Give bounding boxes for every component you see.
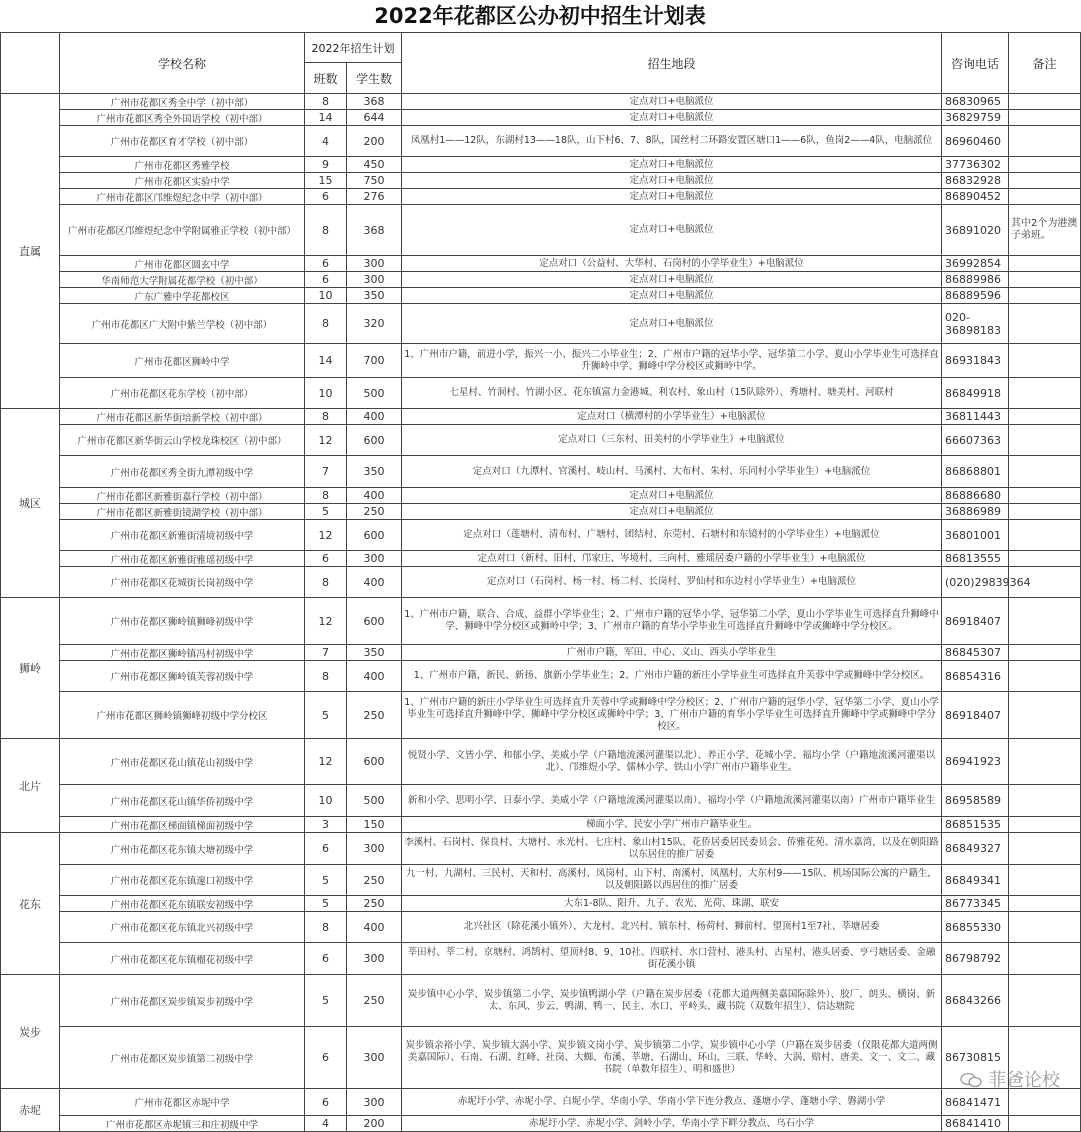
- school-name-cell: 广州市花都区广大附中紫兰学校（初中部）: [60, 304, 305, 344]
- district-cell: 狮岭: [1, 598, 60, 739]
- classes-cell: 8: [305, 304, 347, 344]
- phone-cell: 86889986: [942, 272, 1009, 288]
- phone-cell: 86813555: [942, 551, 1009, 567]
- phone-cell: 86854316: [942, 661, 1009, 692]
- students-cell: 150: [347, 817, 402, 833]
- watermark-text: 菲爸论校: [988, 1070, 1060, 1091]
- note-cell: [1009, 344, 1081, 378]
- classes-cell: 5: [305, 865, 347, 896]
- phone-cell: 86890452: [942, 189, 1009, 205]
- table-row: [1, 1089, 1081, 1116]
- students-cell: 450: [347, 157, 402, 173]
- classes-cell: 6: [305, 256, 347, 272]
- students-cell: 300: [347, 256, 402, 272]
- district-cell: 北片: [1, 739, 60, 833]
- students-cell: 300: [347, 943, 402, 975]
- phone-cell: 86868801: [942, 456, 1009, 488]
- students-cell: 700: [347, 344, 402, 378]
- classes-cell: 8: [305, 488, 347, 504]
- area-cell: 定点对口+电脑派位: [402, 504, 942, 520]
- classes-cell: 8: [305, 409, 347, 425]
- classes-cell: 5: [305, 692, 347, 739]
- students-cell: 250: [347, 896, 402, 912]
- school-name-cell: 广州市花都区邝维煜纪念中学（初中部）: [60, 189, 305, 205]
- area-cell: 九一村、九湖村、三民村、天和村、高溪村、凤岗村、山下村、南溪村、凤凰村、大东村9——15队、机场国际公寓的户籍生，以及朝阳路以西居住的推广居委: [402, 865, 942, 896]
- phone-cell: 86855330: [942, 912, 1009, 943]
- school-name-cell: 广州市花都区邝维煜纪念中学附属雅正学校（初中部）: [60, 205, 305, 256]
- table-row: [1, 975, 1081, 1027]
- table-row: [1, 256, 1081, 272]
- area-cell: 定点对口（莲塘村、清布村、广塘村、团结村、东莞村、石塘村和东镜村的小学毕业生）+电脑派位: [402, 520, 942, 551]
- note-cell: [1009, 896, 1081, 912]
- note-cell: 其中2个为港澳子弟班。: [1009, 205, 1081, 256]
- table-row: [1, 173, 1081, 189]
- header-phone: 咨询电话: [942, 33, 1009, 94]
- students-cell: 300: [347, 1089, 402, 1116]
- phone-cell: 86849918: [942, 378, 1009, 409]
- phone-cell: 86730815: [942, 1027, 1009, 1089]
- table-row: [1, 1116, 1081, 1132]
- phone-cell: 86845307: [942, 645, 1009, 661]
- area-cell: 定点对口（新村、旧村、邝家庄、岑境村、三向村、雅瑶居委户籍的小学毕业生）+电脑派位: [402, 551, 942, 567]
- school-name-cell: 广州市花都区花东学校（初中部）: [60, 378, 305, 409]
- table-row: [1, 504, 1081, 520]
- students-cell: 400: [347, 912, 402, 943]
- phone-cell: 66607363: [942, 425, 1009, 456]
- area-cell: 北兴社区（除花溪小镇外）、大龙村、北兴村、镇东村、杨荷村、狮前村、望顶村1至7社、莘塘居委: [402, 912, 942, 943]
- area-cell: 1、广州市户籍，联合、合成、益群小学毕业生；2、广州市户籍的冠华小学、冠华第二小学、夏山小学毕业生可选择直升狮峰中学、狮峰中学分校区或狮岭中学；3、广州市户籍的育华小学毕业生可选择直升狮峰中学或狮峰中学分校区。: [402, 598, 942, 645]
- note-cell: [1009, 456, 1081, 488]
- phone-cell: 86960460: [942, 126, 1009, 157]
- students-cell: 500: [347, 785, 402, 817]
- classes-cell: 12: [305, 425, 347, 456]
- school-name-cell: 广州市花都区梯面镇梯面初级中学: [60, 817, 305, 833]
- table-row: [1, 661, 1081, 692]
- school-name-cell: 广州市花都区秀全中学（初中部）: [60, 94, 305, 110]
- school-name-cell: 广州市花都区育才学校（初中部）: [60, 126, 305, 157]
- school-name-cell: 广州市花都区新雅街雅瑶初级中学: [60, 551, 305, 567]
- classes-cell: 8: [305, 661, 347, 692]
- school-name-cell: 广州市花都区炭步镇炭步初级中学: [60, 975, 305, 1027]
- header-school: 学校名称: [60, 33, 305, 94]
- classes-cell: 15: [305, 173, 347, 189]
- area-cell: 凤凰村1——12队，东湖村13——18队，山下村6、7、8队，国丝村二环路安置区塘口1——6队，鱼岗2——4队，电脑派位: [402, 126, 942, 157]
- phone-cell: 86958589: [942, 785, 1009, 817]
- note-cell: [1009, 94, 1081, 110]
- school-name-cell: 广州市花都区秀全街九潭初级中学: [60, 456, 305, 488]
- note-cell: [1009, 110, 1081, 126]
- header-students: 学生数: [347, 63, 402, 94]
- phone-cell: 36801001: [942, 520, 1009, 551]
- classes-cell: 4: [305, 1116, 347, 1132]
- area-cell: 定点对口（九潭村、官溪村、岐山村、马溪村、大布村、朱村、乐同村小学毕业生）+电脑派位: [402, 456, 942, 488]
- classes-cell: 8: [305, 94, 347, 110]
- classes-cell: 6: [305, 189, 347, 205]
- classes-cell: 10: [305, 288, 347, 304]
- classes-cell: 14: [305, 110, 347, 126]
- phone-cell: (020)29839364: [942, 567, 1009, 598]
- phone-cell: 86918407: [942, 692, 1009, 739]
- students-cell: 200: [347, 126, 402, 157]
- table-row: [1, 488, 1081, 504]
- school-name-cell: 广州市花都区新雅街嘉行学校（初中部）: [60, 488, 305, 504]
- phone-cell: 86832928: [942, 173, 1009, 189]
- phone-cell: 86889596: [942, 288, 1009, 304]
- classes-cell: 8: [305, 912, 347, 943]
- phone-cell: 86843266: [942, 975, 1009, 1027]
- note-cell: [1009, 288, 1081, 304]
- classes-cell: 5: [305, 896, 347, 912]
- note-cell: [1009, 692, 1081, 739]
- school-name-cell: 广州市花都区花东镇大塘初级中学: [60, 833, 305, 865]
- table-row: [1, 425, 1081, 456]
- table-row: [1, 943, 1081, 975]
- students-cell: 300: [347, 272, 402, 288]
- table-row: [1, 692, 1081, 739]
- classes-cell: 6: [305, 1027, 347, 1089]
- school-name-cell: 广州市花都区花东镇榴花初级中学: [60, 943, 305, 975]
- area-cell: 定点对口+电脑派位: [402, 272, 942, 288]
- note-cell: [1009, 504, 1081, 520]
- phone-cell: 37736302: [942, 157, 1009, 173]
- area-cell: 定点对口+电脑派位: [402, 173, 942, 189]
- classes-cell: 8: [305, 205, 347, 256]
- students-cell: 350: [347, 456, 402, 488]
- note-cell: [1009, 272, 1081, 288]
- phone-cell: 36992854: [942, 256, 1009, 272]
- area-cell: 定点对口+电脑派位: [402, 94, 942, 110]
- phone-cell: 86941923: [942, 739, 1009, 785]
- table-row: [1, 817, 1081, 833]
- school-name-cell: 广州市花都区狮岭镇冯村初级中学: [60, 645, 305, 661]
- table-row: [1, 409, 1081, 425]
- classes-cell: 9: [305, 157, 347, 173]
- note-cell: [1009, 661, 1081, 692]
- table-row: [1, 645, 1081, 661]
- enrollment-table: [0, 32, 1081, 1132]
- area-cell: 新和小学、思明小学、日泰小学、美威小学（户籍地流溪河灌渠以南）、福均小学（户籍地流溪河灌渠以南）广州市户籍毕业生: [402, 785, 942, 817]
- note-cell: [1009, 189, 1081, 205]
- students-cell: 300: [347, 551, 402, 567]
- school-name-cell: 广东广雅中学花都校区: [60, 288, 305, 304]
- area-cell: 大东1-8队、阳升、九子、农光、光荷、珠湖、联安: [402, 896, 942, 912]
- note-cell: [1009, 785, 1081, 817]
- students-cell: 368: [347, 205, 402, 256]
- note-cell: [1009, 304, 1081, 344]
- table-row: [1, 304, 1081, 344]
- table-row: [1, 896, 1081, 912]
- students-cell: 400: [347, 661, 402, 692]
- area-cell: 1、广州市户籍，新民、新扬、旗新小学毕业生；2、广州市户籍的新庄小学毕业生可选择直升芙蓉中学或狮峰中学分校区。: [402, 661, 942, 692]
- note-cell: [1009, 865, 1081, 896]
- table-row: [1, 865, 1081, 896]
- classes-cell: 5: [305, 504, 347, 520]
- phone-cell: 86851535: [942, 817, 1009, 833]
- header-classes: 班数: [305, 63, 347, 94]
- table-row: [1, 912, 1081, 943]
- note-cell: [1009, 817, 1081, 833]
- classes-cell: 3: [305, 817, 347, 833]
- note-cell: [1009, 1116, 1081, 1132]
- classes-cell: 10: [305, 785, 347, 817]
- phone-cell: 86931843: [942, 344, 1009, 378]
- students-cell: 600: [347, 739, 402, 785]
- table-row: [1, 157, 1081, 173]
- classes-cell: 6: [305, 943, 347, 975]
- classes-cell: 6: [305, 551, 347, 567]
- school-name-cell: 广州市花都区圆玄中学: [60, 256, 305, 272]
- school-name-cell: 广州市花都区新雅街清境初级中学: [60, 520, 305, 551]
- note-cell: [1009, 409, 1081, 425]
- table-row: [1, 378, 1081, 409]
- students-cell: 600: [347, 425, 402, 456]
- students-cell: 368: [347, 94, 402, 110]
- phone-cell: 36811443: [942, 409, 1009, 425]
- students-cell: 750: [347, 173, 402, 189]
- students-cell: 250: [347, 865, 402, 896]
- school-name-cell: 广州市花都区赤坭镇三和庄初级中学: [60, 1116, 305, 1132]
- school-name-cell: 广州市花都区实验中学: [60, 173, 305, 189]
- students-cell: 644: [347, 110, 402, 126]
- note-cell: [1009, 739, 1081, 785]
- area-cell: 炭步镇亲裕小学、炭步镇大涡小学、炭步镇文岗小学、炭步镇第二小学、炭步镇中心小学（户籍在炭步居委（仅限花都大道两侧美嘉国际）、石南、石湖、红峰、社岗、大蜘、布溪、莘塘、石湖山、环山、三联、华岭、大涡、赔村、唐美、文一、文二、藏书院（单数年招生）、明和盛世）: [402, 1027, 942, 1089]
- school-name-cell: 广州市花都区花山镇花山初级中学: [60, 739, 305, 785]
- area-cell: 定点对口（横潭村的小学毕业生）+电脑派位: [402, 409, 942, 425]
- table-row: [1, 344, 1081, 378]
- students-cell: 276: [347, 189, 402, 205]
- area-cell: 七星村、竹洞村、竹湖小区、花东镇富力金港城、利农村、象山村（15队除外）、秀塘村、塘美村、河联村: [402, 378, 942, 409]
- school-name-cell: 广州市花都区花城街长岗初级中学: [60, 567, 305, 598]
- phone-cell: 020-36898183: [942, 304, 1009, 344]
- classes-cell: 8: [305, 567, 347, 598]
- school-name-cell: 广州市花都区狮岭镇狮峰初级中学分校区: [60, 692, 305, 739]
- table-row: [1, 94, 1081, 110]
- students-cell: 200: [347, 1116, 402, 1132]
- phone-cell: 86841410: [942, 1116, 1009, 1132]
- area-cell: 定点对口+电脑派位: [402, 304, 942, 344]
- phone-cell: 86798792: [942, 943, 1009, 975]
- table-row: [1, 126, 1081, 157]
- classes-cell: 7: [305, 456, 347, 488]
- classes-cell: 14: [305, 344, 347, 378]
- school-name-cell: 华南师范大学附属花都学校（初中部）: [60, 272, 305, 288]
- note-cell: [1009, 173, 1081, 189]
- students-cell: 350: [347, 288, 402, 304]
- district-cell: 炭步: [1, 975, 60, 1089]
- area-cell: 悦贤小学、文皆小学、和郁小学、美威小学（户籍地流溪河灌渠以北）、养正小学、花城小学、福均小学（户籍地流溪河灌渠以北）、邝维煜小学、儒林小学、铁山小学广州市户籍毕业生。: [402, 739, 942, 785]
- area-cell: 梯面小学、民安小学广州市户籍毕业生。: [402, 817, 942, 833]
- header-area: 招生地段: [402, 33, 942, 94]
- note-cell: [1009, 551, 1081, 567]
- area-cell: 定点对口+电脑派位: [402, 488, 942, 504]
- school-name-cell: 广州市花都区花东镇联安初级中学: [60, 896, 305, 912]
- school-name-cell: 广州市花都区狮岭镇狮峰初级中学: [60, 598, 305, 645]
- district-cell: 花东: [1, 833, 60, 975]
- area-cell: 定点对口+电脑派位: [402, 288, 942, 304]
- note-cell: [1009, 157, 1081, 173]
- students-cell: 350: [347, 645, 402, 661]
- students-cell: 500: [347, 378, 402, 409]
- classes-cell: 7: [305, 645, 347, 661]
- students-cell: 400: [347, 409, 402, 425]
- watermark: [960, 1066, 1060, 1092]
- district-cell: 直属: [1, 94, 60, 409]
- area-cell: 赤坭圩小学、赤坭小学、剑岭小学、华南小学下畔分教点、乌石小学: [402, 1116, 942, 1132]
- school-name-cell: 广州市花都区秀雅学校: [60, 157, 305, 173]
- area-cell: 广州市户籍，军田、中心、义山、西头小学毕业生: [402, 645, 942, 661]
- table-row: [1, 785, 1081, 817]
- school-name-cell: 广州市花都区狮岭中学: [60, 344, 305, 378]
- area-cell: 炭步镇中心小学、炭步镇第二小学、炭步镇鸭湖小学（户籍在炭步居委（花都大道两侧美嘉国际除外）、胶厂、朗头、横岗、新太、东风、步云、鸭湖、鸭一、民主、水口、平岭头、藏书院（双数年招生）、信达塘院: [402, 975, 942, 1027]
- table-row: [1, 1027, 1081, 1089]
- phone-cell: 86773345: [942, 896, 1009, 912]
- page-title: 2022年花都区公办初中招生计划表: [374, 4, 706, 28]
- area-cell: 定点对口（石岗村、杨一村、杨二村、长岗村、罗仙村和东边村小学毕业生）+电脑派位: [402, 567, 942, 598]
- phone-cell: 86841471: [942, 1089, 1009, 1116]
- area-cell: 1、广州市户籍的新庄小学毕业生可选择直升芙蓉中学或狮峰中学分校区；2、广州市户籍的冠华小学、冠华第二小学、夏山小学毕业生可选择直升狮峰中学、狮峰中学分校区或狮岭中学；3、广州市户籍的育华小学毕业生可选择直升狮峰中学或狮峰中学分校区。: [402, 692, 942, 739]
- district-cell: 赤坭: [1, 1089, 60, 1132]
- note-cell: [1009, 833, 1081, 865]
- phone-cell: 86849341: [942, 865, 1009, 896]
- school-name-cell: 广州市花都区新华街培新学校（初中部）: [60, 409, 305, 425]
- table-row: [1, 288, 1081, 304]
- students-cell: 300: [347, 1027, 402, 1089]
- table-row: [1, 205, 1081, 256]
- classes-cell: 12: [305, 739, 347, 785]
- phone-cell: 86918407: [942, 598, 1009, 645]
- table-row: [1, 110, 1081, 126]
- classes-cell: 10: [305, 378, 347, 409]
- school-name-cell: 广州市花都区花山镇华侨初级中学: [60, 785, 305, 817]
- note-cell: [1009, 520, 1081, 551]
- area-cell: 定点对口+电脑派位: [402, 205, 942, 256]
- classes-cell: 12: [305, 520, 347, 551]
- area-cell: 1、广州市户籍，前进小学，振兴一小、振兴二小毕业生；2、广州市户籍的冠华小学、冠华第二小学、夏山小学毕业生可选择直升狮岭中学、狮峰中学分校区或狮岭中学。: [402, 344, 942, 378]
- classes-cell: 6: [305, 1089, 347, 1116]
- school-name-cell: 广州市花都区新华街云山学校龙珠校区（初中部）: [60, 425, 305, 456]
- students-cell: 600: [347, 598, 402, 645]
- note-cell: [1009, 126, 1081, 157]
- students-cell: 250: [347, 975, 402, 1027]
- phone-cell: 86849327: [942, 833, 1009, 865]
- area-cell: 定点对口（公益村、大华村、石岗村的小学毕业生）+电脑派位: [402, 256, 942, 272]
- students-cell: 320: [347, 304, 402, 344]
- note-cell: [1009, 598, 1081, 645]
- table-row: [1, 739, 1081, 785]
- table-row: [1, 272, 1081, 288]
- classes-cell: 6: [305, 833, 347, 865]
- classes-cell: 12: [305, 598, 347, 645]
- area-cell: 定点对口+电脑派位: [402, 189, 942, 205]
- phone-cell: 86830965: [942, 94, 1009, 110]
- area-cell: 李溪村、石岗村、保良村、大塘村、永光村、七庄村、象山村15队、花侨居委居民委员会、侨雅花苑、清水嘉湾，以及在朝阳路以东居住的推广居委: [402, 833, 942, 865]
- area-cell: 赤坭圩小学、赤坭小学、白坭小学、华南小学、华南小学下连分教点、蓬塘小学、蓬塘小学、磐湖小学: [402, 1089, 942, 1116]
- table-row: [1, 833, 1081, 865]
- header-plan: 2022年招生计划: [305, 33, 402, 63]
- school-name-cell: 广州市花都区花东镇邃口初级中学: [60, 865, 305, 896]
- phone-cell: 86886680: [942, 488, 1009, 504]
- students-cell: 250: [347, 504, 402, 520]
- students-cell: 400: [347, 488, 402, 504]
- note-cell: [1009, 425, 1081, 456]
- classes-cell: 5: [305, 975, 347, 1027]
- school-name-cell: 广州市花都区秀全外国语学校（初中部）: [60, 110, 305, 126]
- table-row: [1, 551, 1081, 567]
- note-cell: [1009, 943, 1081, 975]
- students-cell: 600: [347, 520, 402, 551]
- area-cell: 莘田村、莘二村、京塘村、鸿鹄村、望顶村8、9、10社、四联村、水口营村、港头村、古星村、港头居委、亨弓塘居委、金融街花溪小镇: [402, 943, 942, 975]
- area-cell: 定点对口（三东村、田美村的小学毕业生）+电脑派位: [402, 425, 942, 456]
- school-name-cell: 广州市花都区炭步镇第二初级中学: [60, 1027, 305, 1089]
- school-name-cell: 广州市花都区新雅街镜湖学校（初中部）: [60, 504, 305, 520]
- header-note: 备注: [1009, 33, 1081, 94]
- school-name-cell: 广州市花都区花东镇北兴初级中学: [60, 912, 305, 943]
- note-cell: [1009, 256, 1081, 272]
- note-cell: [1009, 378, 1081, 409]
- area-cell: 定点对口+电脑派位: [402, 110, 942, 126]
- school-name-cell: 广州市花都区狮岭镇芙蓉初级中学: [60, 661, 305, 692]
- wechat-icon: [960, 1072, 982, 1088]
- district-cell: 城区: [1, 409, 60, 598]
- table-row: [1, 520, 1081, 551]
- classes-cell: 4: [305, 126, 347, 157]
- phone-cell: 36829759: [942, 110, 1009, 126]
- note-cell: [1009, 912, 1081, 943]
- table-row: [1, 567, 1081, 598]
- phone-cell: 36891020: [942, 205, 1009, 256]
- students-cell: 250: [347, 692, 402, 739]
- phone-cell: 36886989: [942, 504, 1009, 520]
- note-cell: [1009, 645, 1081, 661]
- note-cell: [1009, 488, 1081, 504]
- table-row: [1, 598, 1081, 645]
- area-cell: 定点对口+电脑派位: [402, 157, 942, 173]
- school-name-cell: 广州市花都区赤坭中学: [60, 1089, 305, 1116]
- table-row: [1, 456, 1081, 488]
- note-cell: [1009, 1089, 1081, 1116]
- students-cell: 300: [347, 833, 402, 865]
- header-district: [1, 33, 60, 94]
- note-cell: [1009, 975, 1081, 1027]
- classes-cell: 6: [305, 272, 347, 288]
- table-row: [1, 189, 1081, 205]
- students-cell: 400: [347, 567, 402, 598]
